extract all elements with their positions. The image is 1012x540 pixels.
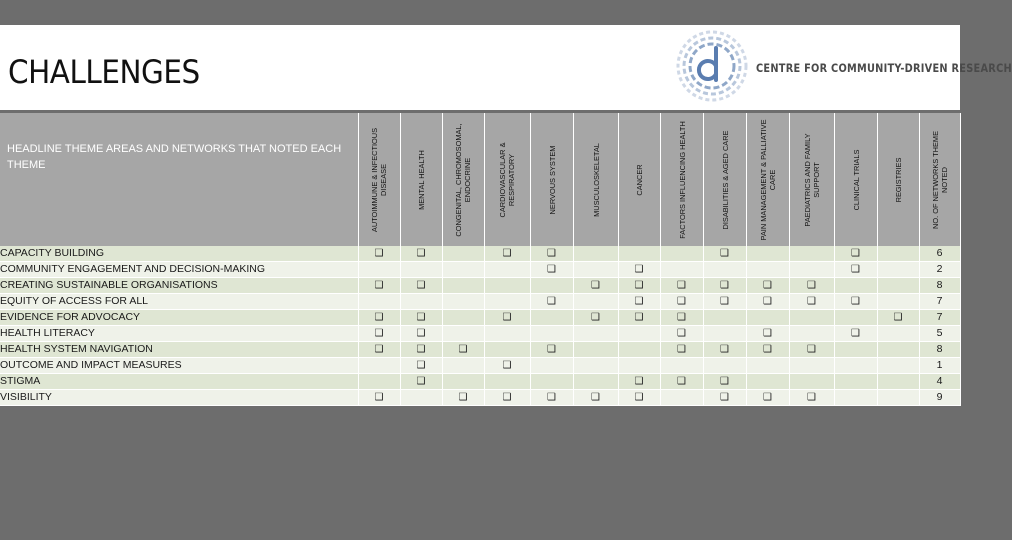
- checkbox-icon: ❑: [834, 262, 877, 278]
- column-header-label: AUTOIMMUNE & INFECTIOUS DISEASE: [370, 127, 388, 232]
- theme-name: EQUITY OF ACCESS FOR ALL: [0, 294, 358, 310]
- empty-cell: [789, 246, 834, 262]
- empty-cell: [877, 326, 919, 342]
- empty-cell: [442, 294, 484, 310]
- checkbox-icon: ❑: [703, 342, 746, 358]
- empty-cell: [877, 358, 919, 374]
- checkbox-icon: ❑: [358, 342, 400, 358]
- empty-cell: [746, 262, 789, 278]
- theme-name: STIGMA: [0, 374, 358, 390]
- empty-cell: [358, 262, 400, 278]
- checkbox-icon: ❑: [618, 262, 660, 278]
- empty-cell: [834, 342, 877, 358]
- empty-cell: [484, 342, 530, 358]
- column-header: [746, 113, 789, 246]
- empty-cell: [484, 374, 530, 390]
- checkbox-icon: ❑: [877, 310, 919, 326]
- checkbox-icon: ❑: [400, 326, 442, 342]
- network-count: 4: [919, 374, 960, 390]
- checkbox-icon: ❑: [660, 342, 703, 358]
- table-row: [0, 358, 960, 374]
- checkbox-icon: ❑: [400, 278, 442, 294]
- checkbox-icon: ❑: [789, 278, 834, 294]
- checkbox-icon: ❑: [573, 310, 618, 326]
- checkbox-icon: ❑: [618, 294, 660, 310]
- column-header: [358, 113, 400, 246]
- column-header-label: CANCER: [634, 163, 644, 196]
- empty-cell: [789, 374, 834, 390]
- checkbox-icon: ❑: [834, 326, 877, 342]
- column-header-label: DISABILITIES & AGED CARE: [720, 130, 729, 229]
- empty-cell: [877, 246, 919, 262]
- empty-cell: [400, 294, 442, 310]
- empty-cell: [877, 342, 919, 358]
- checkbox-icon: ❑: [746, 278, 789, 294]
- checkbox-icon: ❑: [660, 294, 703, 310]
- empty-cell: [484, 294, 530, 310]
- empty-cell: [358, 294, 400, 310]
- table-row: [0, 278, 960, 294]
- empty-cell: [530, 310, 573, 326]
- theme-name: EVIDENCE FOR ADVOCACY: [0, 310, 358, 326]
- empty-cell: [660, 246, 703, 262]
- logo: [676, 30, 1012, 102]
- empty-cell: [442, 310, 484, 326]
- empty-cell: [618, 326, 660, 342]
- empty-cell: [618, 342, 660, 358]
- checkbox-icon: ❑: [358, 246, 400, 262]
- empty-cell: [703, 358, 746, 374]
- empty-cell: [660, 390, 703, 406]
- theme-name: HEALTH LITERACY: [0, 326, 358, 342]
- empty-cell: [834, 374, 877, 390]
- empty-cell: [442, 278, 484, 294]
- empty-cell: [834, 310, 877, 326]
- network-count: 9: [919, 390, 960, 406]
- empty-cell: [530, 326, 573, 342]
- checkbox-icon: ❑: [703, 278, 746, 294]
- empty-cell: [789, 310, 834, 326]
- empty-cell: [484, 278, 530, 294]
- network-count: 1: [919, 358, 960, 374]
- checkbox-icon: ❑: [703, 390, 746, 406]
- column-header-label: CARDIOVASCULAR & RESPIRATORY: [498, 141, 516, 218]
- empty-cell: [442, 262, 484, 278]
- ccdr-logo-icon: [676, 30, 748, 102]
- column-header-label: MUSCULOSKELETAL: [591, 142, 600, 217]
- theme-name: COMMUNITY ENGAGEMENT AND DECISION-MAKING: [0, 262, 358, 278]
- checkbox-icon: ❑: [660, 374, 703, 390]
- empty-cell: [660, 262, 703, 278]
- network-count: 8: [919, 278, 960, 294]
- theme-name: OUTCOME AND IMPACT MEASURES: [0, 358, 358, 374]
- network-count: 7: [919, 310, 960, 326]
- column-header: [484, 113, 530, 246]
- checkbox-icon: ❑: [703, 294, 746, 310]
- empty-cell: [484, 262, 530, 278]
- network-count: 5: [919, 326, 960, 342]
- checkbox-icon: ❑: [618, 278, 660, 294]
- checkbox-icon: ❑: [358, 390, 400, 406]
- empty-cell: [618, 358, 660, 374]
- checkbox-icon: ❑: [660, 326, 703, 342]
- empty-cell: [573, 326, 618, 342]
- checkbox-icon: ❑: [618, 390, 660, 406]
- theme-name: CAPACITY BUILDING: [0, 246, 358, 262]
- checkbox-icon: ❑: [573, 278, 618, 294]
- empty-cell: [877, 374, 919, 390]
- checkbox-icon: ❑: [400, 374, 442, 390]
- network-count: 8: [919, 342, 960, 358]
- empty-cell: [442, 358, 484, 374]
- checkbox-icon: ❑: [484, 390, 530, 406]
- checkbox-icon: ❑: [746, 342, 789, 358]
- column-header-label: CLINICAL TRIALS: [851, 149, 860, 210]
- checkbox-icon: ❑: [442, 390, 484, 406]
- empty-cell: [746, 310, 789, 326]
- table-row: [0, 342, 960, 358]
- empty-cell: [746, 358, 789, 374]
- logo-text: CENTRE FOR COMMUNITY-DRIVEN RESEARCH: [756, 61, 1012, 75]
- empty-cell: [618, 246, 660, 262]
- checkbox-icon: ❑: [530, 294, 573, 310]
- column-header: [834, 113, 877, 246]
- checkbox-icon: ❑: [400, 246, 442, 262]
- checkbox-icon: ❑: [530, 262, 573, 278]
- checkbox-icon: ❑: [703, 246, 746, 262]
- checkbox-icon: ❑: [573, 390, 618, 406]
- empty-cell: [573, 358, 618, 374]
- empty-cell: [484, 326, 530, 342]
- table-row: [0, 262, 960, 278]
- table-row: [0, 326, 960, 342]
- checkbox-icon: ❑: [746, 294, 789, 310]
- empty-cell: [530, 374, 573, 390]
- column-header: [400, 113, 442, 246]
- table-row: [0, 294, 960, 310]
- checkbox-icon: ❑: [789, 342, 834, 358]
- column-header: [919, 113, 960, 246]
- empty-cell: [573, 262, 618, 278]
- empty-cell: [789, 358, 834, 374]
- empty-cell: [746, 374, 789, 390]
- column-header: [877, 113, 919, 246]
- checkbox-icon: ❑: [530, 390, 573, 406]
- column-header-label: REGISTRIES: [893, 157, 903, 202]
- column-header: [442, 113, 484, 246]
- column-header: [618, 113, 660, 246]
- table-row: [0, 246, 960, 262]
- table-row: [0, 390, 960, 406]
- empty-cell: [789, 262, 834, 278]
- column-header: [789, 113, 834, 246]
- column-header-label: NO. OF NETWORKS THEME NOTED: [930, 130, 949, 229]
- checkbox-icon: ❑: [703, 374, 746, 390]
- empty-cell: [703, 326, 746, 342]
- column-header-label: CONGENITAL, CHROMOSOMAL, ENDOCRINE: [454, 122, 472, 237]
- checkbox-icon: ❑: [484, 246, 530, 262]
- checkbox-icon: ❑: [400, 310, 442, 326]
- themes-table: [0, 113, 961, 406]
- empty-cell: [877, 278, 919, 294]
- theme-name: VISIBILITY: [0, 390, 358, 406]
- checkbox-icon: ❑: [400, 342, 442, 358]
- checkbox-icon: ❑: [358, 326, 400, 342]
- slide-title: CHALLENGES: [8, 53, 200, 91]
- checkbox-icon: ❑: [530, 342, 573, 358]
- empty-cell: [834, 358, 877, 374]
- checkbox-icon: ❑: [358, 278, 400, 294]
- checkbox-icon: ❑: [484, 358, 530, 374]
- checkbox-icon: ❑: [400, 358, 442, 374]
- empty-cell: [358, 374, 400, 390]
- column-header-label: PAEDIATRICS AND FAMILY SUPPORT: [802, 132, 821, 227]
- checkbox-icon: ❑: [834, 246, 877, 262]
- empty-cell: [573, 246, 618, 262]
- checkbox-icon: ❑: [618, 310, 660, 326]
- checkbox-icon: ❑: [442, 342, 484, 358]
- checkbox-icon: ❑: [358, 310, 400, 326]
- theme-name: HEALTH SYSTEM NAVIGATION: [0, 342, 358, 358]
- empty-cell: [877, 262, 919, 278]
- checkbox-icon: ❑: [660, 310, 703, 326]
- column-header-label: NERVOUS SYSTEM: [547, 145, 556, 214]
- empty-cell: [703, 262, 746, 278]
- table-headline: HEADLINE THEME AREAS AND NETWORKS THAT NOTED EACH THEME: [0, 113, 358, 246]
- table-body: [0, 246, 960, 406]
- theme-name: CREATING SUSTAINABLE ORGANISATIONS: [0, 278, 358, 294]
- checkbox-icon: ❑: [530, 246, 573, 262]
- empty-cell: [834, 278, 877, 294]
- checkbox-icon: ❑: [746, 326, 789, 342]
- empty-cell: [573, 294, 618, 310]
- empty-cell: [442, 246, 484, 262]
- empty-cell: [877, 390, 919, 406]
- empty-cell: [358, 358, 400, 374]
- column-header-label: PAIN MANAGEMENT & PALLIATIVE CARE: [758, 118, 777, 241]
- column-header: [530, 113, 573, 246]
- column-header-label: MENTAL HEALTH: [416, 149, 426, 210]
- table-row: [0, 310, 960, 326]
- checkbox-icon: ❑: [789, 390, 834, 406]
- checkbox-icon: ❑: [660, 278, 703, 294]
- network-count: 2: [919, 262, 960, 278]
- column-header: [573, 113, 618, 246]
- empty-cell: [703, 310, 746, 326]
- empty-cell: [834, 390, 877, 406]
- network-count: 6: [919, 246, 960, 262]
- empty-cell: [530, 358, 573, 374]
- empty-cell: [573, 374, 618, 390]
- empty-cell: [877, 294, 919, 310]
- checkbox-icon: ❑: [834, 294, 877, 310]
- empty-cell: [400, 390, 442, 406]
- empty-cell: [400, 262, 442, 278]
- empty-cell: [442, 326, 484, 342]
- network-count: 7: [919, 294, 960, 310]
- empty-cell: [660, 358, 703, 374]
- empty-cell: [442, 374, 484, 390]
- checkbox-icon: ❑: [746, 390, 789, 406]
- column-header-label: FACTORS INFLUENCING HEALTH: [677, 120, 686, 239]
- column-header: [660, 113, 703, 246]
- checkbox-icon: ❑: [484, 310, 530, 326]
- column-header: [703, 113, 746, 246]
- empty-cell: [746, 246, 789, 262]
- empty-cell: [530, 278, 573, 294]
- checkbox-icon: ❑: [789, 294, 834, 310]
- empty-cell: [573, 342, 618, 358]
- table-row: [0, 374, 960, 390]
- empty-cell: [789, 326, 834, 342]
- header-row: [0, 113, 960, 246]
- checkbox-icon: ❑: [618, 374, 660, 390]
